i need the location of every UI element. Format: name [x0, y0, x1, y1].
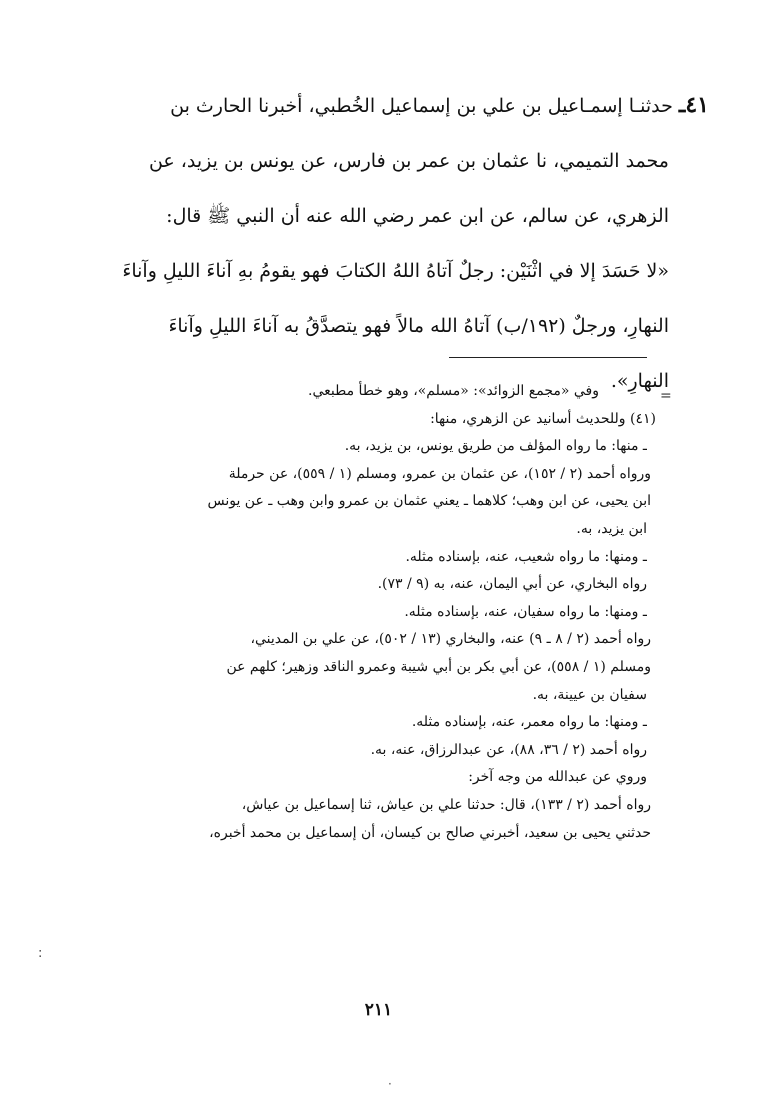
hadith-line: «لا حَسَدَ إلا في اثْنَيْن: رجلٌ آتاهُ اللهُ الكتابَ فهو يقومُ بهِ آناءَ الليلِ وآناءَ — [122, 260, 669, 282]
footnote-line: ابن يحيى، عن ابن وهب؛ كلاهما ـ يعني عثمان بن عمرو وابن وهب ـ عن يونس — [207, 493, 651, 510]
footnote-line: وروي عن عبدالله من وجه آخر: — [468, 769, 647, 786]
footnote-line: رواه أحمد (٢ / ٣٦، ٨٨)، عن عبدالرزاق، عنه، به. — [370, 741, 647, 758]
footnote-line: ـ ومنها: ما رواه معمر، عنه، بإسناده مثله. — [411, 714, 647, 731]
hadith-text — [101, 78, 709, 409]
hadith-line: النهارِ». — [610, 370, 669, 392]
footnote-line: ـ ومنها: ما رواه شعيب، عنه، بإسناده مثله. — [405, 548, 647, 565]
footnote-line: ـ منها: ما رواه المؤلف من طريق يونس، بن يزيد، به. — [344, 438, 647, 455]
footnotes — [102, 378, 656, 847]
footnote-line: وفي «مجمع الزوائد»: «مسلم»، وهو خطأ مطبعي. — [308, 383, 599, 399]
footnote-line: سفيان بن عيينة، به. — [532, 686, 647, 703]
hadith-line: الزهري، عن سالم، عن ابن عمر رضي الله عنه أن النبي ﷺ قال: — [166, 205, 669, 227]
footnote-line: ورواه أحمد (٢ / ١٥٢)، عن عثمان بن عمرو، ومسلم (١ / ٥٥٩)، عن حرملة — [228, 465, 651, 482]
hadith-line: النهارِ، ورجلٌ (١٩٢/ب) آتاهُ الله مالاً فهو يتصدَّقُ به آناءَ الليلِ وآناءَ — [168, 315, 669, 337]
footnote-line: رواه أحمد (٢ / ١٣٣)، قال: حدثنا علي بن عياش، ثنا إسماعيل بن عياش، — [241, 796, 651, 813]
continuation-mark: : — [38, 946, 43, 961]
page-number: ٢١١ — [364, 1000, 393, 1020]
footnote-line: ابن يزيد، به. — [576, 520, 647, 537]
hadith-line: محمد التميمي، نا عثمان بن عمر بن فارس، عن يونس بن يزيد، عن — [148, 150, 669, 172]
hadith-line — [101, 78, 709, 134]
hadith-line-text: حدثنـا إسمـاعيل بن علي بن إسماعيل الخُطبي، أخبرنا الحارث بن — [170, 95, 673, 117]
footnote-line: رواه البخاري، عن أبي اليمان، عنه، به (٩ / ٧٣). — [377, 576, 647, 593]
footnote-line: حدثني يحيى بن سعيد، أخبرني صالح بن كيسان، أن إسماعيل بن محمد أخبره، — [209, 824, 651, 841]
continuation-mark: = — [660, 388, 672, 404]
hadith-number: ٤١ـ — [678, 92, 709, 118]
footnote-line: (٤١) وللحديث أسانيد عن الزهري، منها: — [430, 410, 656, 427]
scan-mark: · — [388, 1077, 392, 1091]
footnote-line: رواه أحمد (٢ / ٨ ـ ٩) عنه، والبخاري (١٣ / ٥٠٢)، عن علي بن المديني، — [250, 631, 651, 648]
footnote-line: ـ ومنها: ما رواه سفيان، عنه، بإسناده مثله. — [404, 603, 647, 620]
footnote-line: ومسلم (١ / ٥٥٨)، عن أبي بكر بن أبي شيبة وعمرو الناقد وزهير؛ كلهم عن — [226, 658, 651, 675]
footnote-separator — [449, 357, 647, 358]
